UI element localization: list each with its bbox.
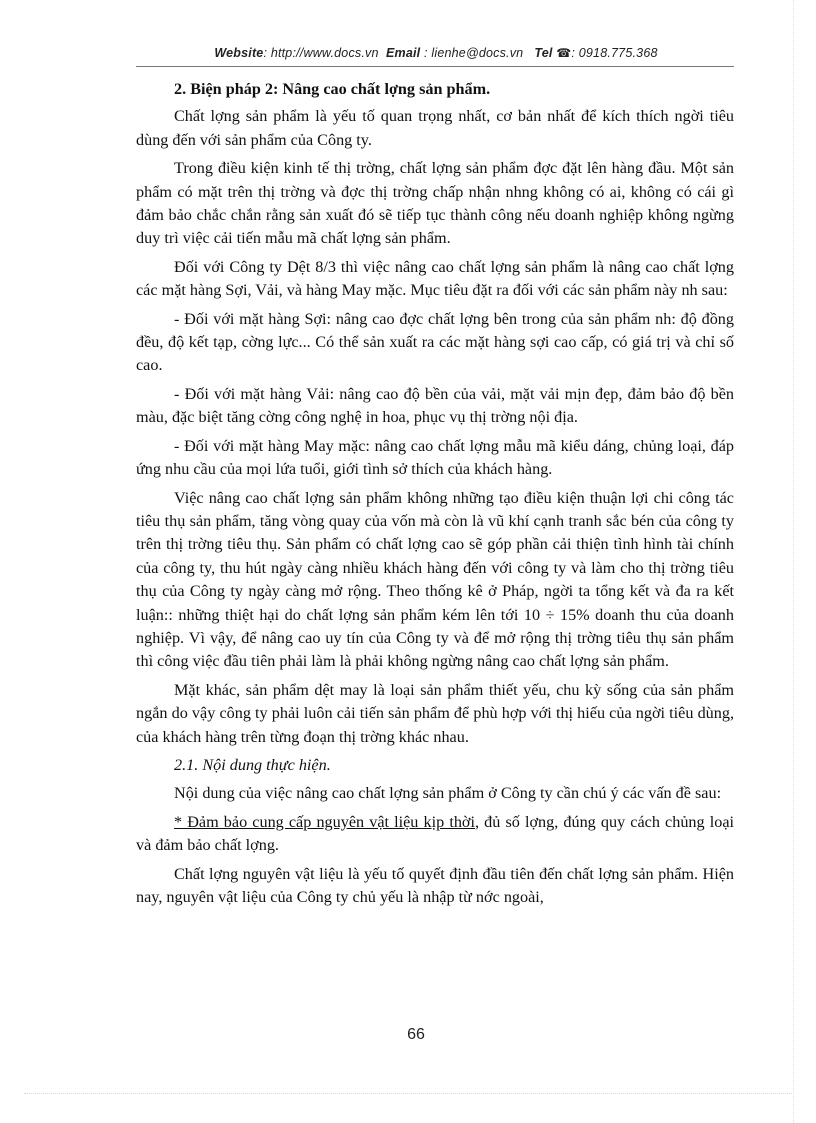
paragraph-9: Nội dung của việc nâng cao chất lợng sản phẩm ở Công ty cần chú ý các vấn đề sau: bbox=[174, 784, 722, 803]
tel-number: : 0918.775.368 bbox=[571, 46, 658, 60]
phone-icon: ☎ bbox=[556, 46, 572, 60]
paragraph-10-rest: , đủ số lợng, đúng quy cách chủng loại và đảm bảo chất lợng. bbox=[136, 812, 734, 855]
header-divider bbox=[136, 66, 734, 67]
paragraph-5: - Đối với mặt hàng Vải: nâng cao độ bền của vải, mặt vải mịn đẹp, đảm bảo độ bền màu, đặc biệt tăng cờng công nghệ in hoa, phục vụ thị trờng nội địa. bbox=[136, 384, 734, 427]
section-heading: 2. Biện pháp 2: Nâng cao chất lợng sản phẩm. bbox=[174, 80, 491, 98]
website-label: Website bbox=[214, 46, 264, 60]
paragraph-2: Trong điều kiện kinh tế thị trờng, chất lợng sản phẩm đợc đặt lên hàng đầu. Một sản phẩm có mặt trên thị trờng và đợc thị trờng chấp nhận nhng không có ai, không có cái gì đảm bảo chắc chắn rằng sản xuất đó sẽ tiếp tục thành công nếu doanh nghiệp không ngừng duy trì việc cải tiến mẫu mã chất lợng sản phẩm. bbox=[136, 159, 734, 248]
page-bottom-guide bbox=[24, 1093, 792, 1094]
subsection-heading: 2.1. Nội dung thực hiện. bbox=[174, 755, 331, 774]
paragraph-8: Mặt khác, sản phẩm dệt may là loại sản phẩm thiết yếu, chu kỳ sống của sản phẩm ngắn do vậy công ty phải luôn cải tiến sản phẩm để phù hợp với thị hiếu của ngời tiêu dùng, của khách hàng trên từng đoạn thị trờng khác nhau. bbox=[136, 680, 734, 746]
document-body bbox=[136, 78, 734, 914]
tel-label: Tel bbox=[534, 46, 553, 60]
page-right-guide bbox=[793, 0, 794, 1123]
page-header bbox=[136, 46, 736, 60]
website-url[interactable]: : http://www.docs.vn bbox=[263, 46, 379, 60]
paragraph-3: Đối với Công ty Dệt 8/3 thì việc nâng cao chất lợng sản phẩm là nâng cao chất lợng các mặt hàng Sợi, Vải, và hàng May mặc. Mục tiêu đặt ra đối với các sản phẩm này nh sau: bbox=[136, 257, 734, 300]
paragraph-6: - Đối với mặt hàng May mặc: nâng cao chất lợng mẫu mã kiểu dáng, chủng loại, đáp ứng nhu cầu của mọi lứa tuổi, giới tình sở thích của khách hàng. bbox=[136, 436, 734, 479]
email-address[interactable]: : lienhe@docs.vn bbox=[424, 46, 524, 60]
paragraph-11: Chất lợng nguyên vật liệu là yếu tố quyết định đầu tiên đến chất lợng sản phẩm. Hiện nay, nguyên vật liệu của Công ty chủ yếu là nhập từ nớc ngoài, bbox=[136, 864, 734, 906]
page-number: 66 bbox=[407, 1026, 425, 1043]
paragraph-4: - Đối với mặt hàng Sợi: nâng cao đợc chất lợng bên trong của sản phẩm nh: độ đồng đều, độ kết tạp, cờng lực... Có thể sản xuất ra các mặt hàng sợi cao cấp, có giá trị và chỉ số cao. bbox=[136, 309, 734, 375]
paragraph-7: Việc nâng cao chất lợng sản phẩm không những tạo điều kiện thuận lợi chi công tác tiêu thụ sản phẩm, tăng vòng quay của vốn mà còn là vũ khí cạnh tranh sắc bén của công ty trên thị trờng tiêu thụ. Sản phẩm có chất lợng cao sẽ góp phần cải thiện tình hình tài chính của công ty, thu hút ngày càng nhiều khách hàng đến với công ty và làm cho thị trờng tiêu thụ của Công ty ngày càng mở rộng. Theo thống kê ở Pháp, ngời ta tổng kết và đa ra kết luận:: những thiệt hại do chất lợng sản phẩm kém lên tới 10 ÷ 15% doanh thu của doanh nghiệp. Vì vậy, để nâng cao uy tín của Công ty và để mở rộng thị trờng tiêu thụ sản phẩm thì công việc đầu tiên phải làm là phải không ngừng nâng cao chất lợng sản phẩm. bbox=[136, 488, 734, 671]
email-label: Email bbox=[386, 46, 421, 60]
underlined-phrase: * Đảm bảo cung cấp nguyên vật liệu kịp thời bbox=[174, 812, 475, 831]
paragraph-1: Chất lợng sản phẩm là yếu tố quan trọng nhất, cơ bản nhất để kích thích ngời tiêu dùng đến với sản phẩm của Công ty. bbox=[136, 107, 734, 149]
paragraph-10 bbox=[136, 811, 734, 858]
